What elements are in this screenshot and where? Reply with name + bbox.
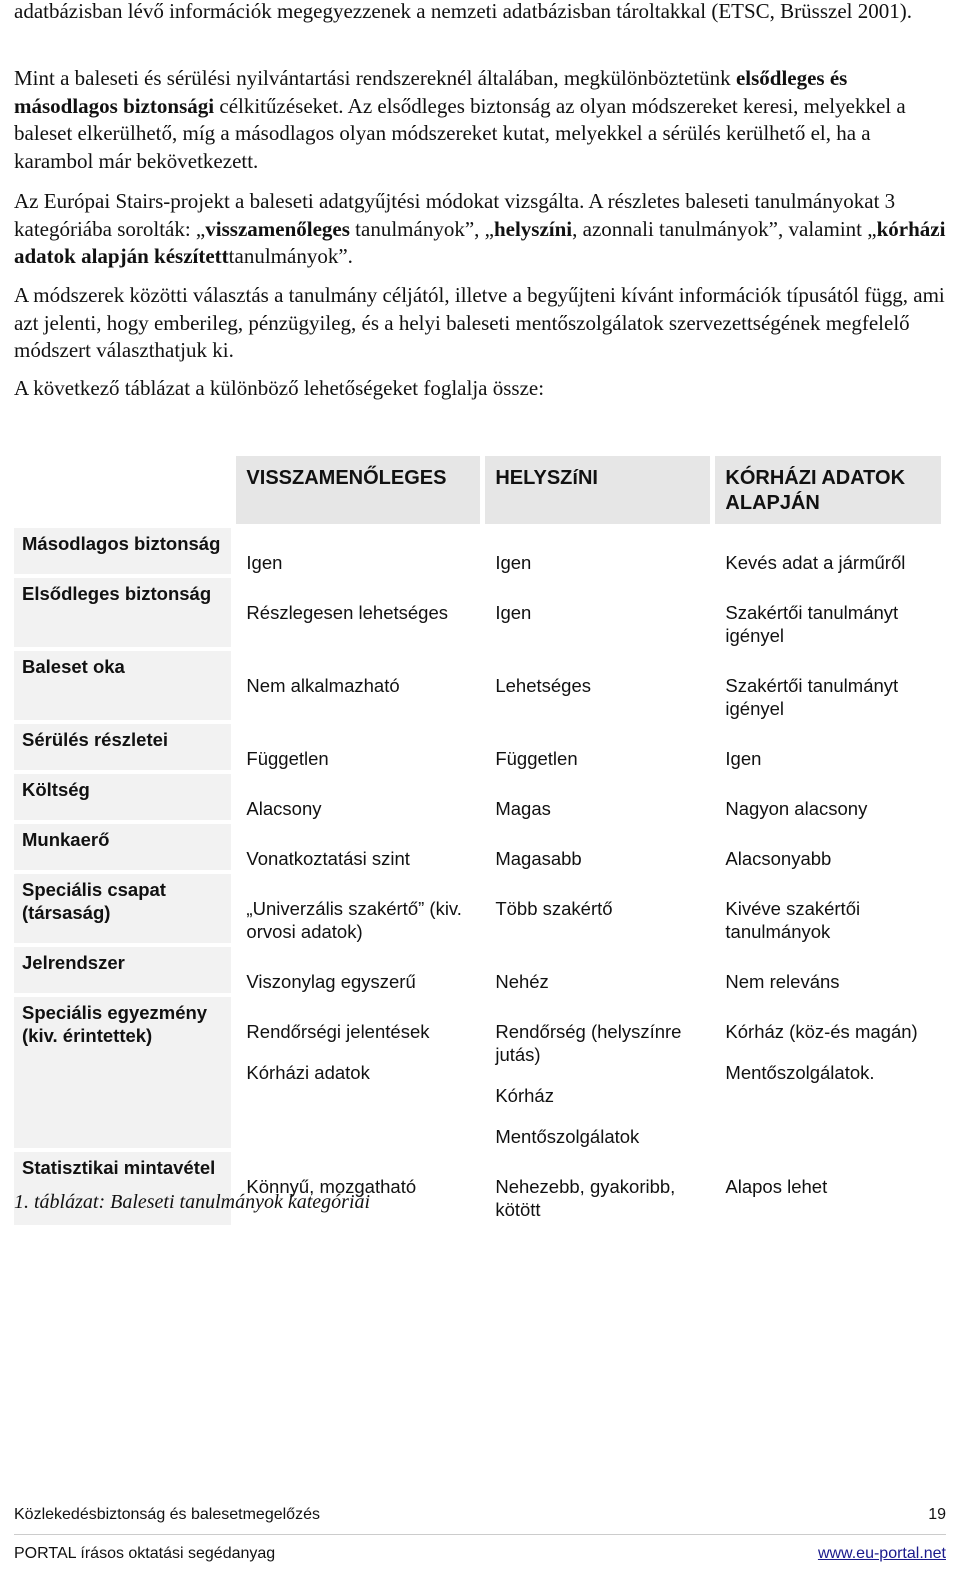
table-cell bbox=[715, 578, 941, 647]
table-cell bbox=[485, 774, 710, 820]
bold-term: elsődleges és másodlagos biztonsági bbox=[14, 66, 848, 118]
table-row bbox=[14, 1152, 941, 1225]
cell-text: Alacsony bbox=[246, 798, 322, 819]
table-body bbox=[14, 528, 941, 1225]
table-cell bbox=[485, 1152, 710, 1225]
table-row bbox=[14, 578, 941, 647]
bold-term: kórházi adatok alapján készített bbox=[14, 216, 946, 268]
row-header: Speciális egyezmény (kiv. érintettek) bbox=[14, 997, 231, 1148]
cell-text: Mentőszolgálatok bbox=[495, 1126, 640, 1147]
cell-text: Rendőrségi jelentések bbox=[246, 1021, 430, 1042]
text-run: , azonnali tanulmányok”, valamint „ bbox=[572, 216, 877, 241]
cell-text: Magas bbox=[495, 798, 551, 819]
footer-subtitle: PORTAL írásos oktatási segédanyag bbox=[14, 1545, 276, 1562]
table-row bbox=[14, 997, 941, 1148]
cell-text: Független bbox=[246, 748, 329, 769]
cell-text: Több szakértő bbox=[495, 898, 613, 919]
paragraph-stairs-project bbox=[14, 188, 946, 271]
cell-text: Részlegesen lehetséges bbox=[246, 602, 448, 623]
table-cell bbox=[715, 1152, 941, 1225]
bold-term: helyszíni bbox=[493, 216, 573, 241]
table-cell bbox=[485, 528, 710, 574]
cell-text: Lehetséges bbox=[495, 675, 591, 696]
cell-text: Kivéve szakértői tanulmányok bbox=[725, 898, 861, 942]
cell-text: Igen bbox=[495, 602, 532, 623]
cell-text: Kevés adat a járműről bbox=[725, 552, 906, 573]
table-cell bbox=[236, 824, 480, 870]
table-cell bbox=[485, 724, 710, 770]
table-cell bbox=[236, 724, 480, 770]
table-cell bbox=[236, 651, 480, 720]
table-cell bbox=[715, 774, 941, 820]
text-run: tanulmányok”, „ bbox=[349, 216, 494, 241]
table-cell bbox=[485, 997, 710, 1148]
footer-divider bbox=[14, 1534, 946, 1535]
table-cell bbox=[715, 874, 941, 943]
page-number: 19 bbox=[928, 1506, 946, 1523]
cell-text: Igen bbox=[246, 552, 283, 573]
table-cell bbox=[236, 997, 480, 1148]
row-header: Statisztikai mintavétel bbox=[14, 1152, 231, 1225]
paragraph-method-choice: A módszerek közötti választás a tanulmány céljától, illetve a begyűjteni kívánt információk típusától függ, ami azt jelenti, hogy emberileg, pénzügyileg, és a helyi baleseti mentőszolgálatok szervezettségének megfelelő módszert választhatjuk ki. bbox=[14, 283, 945, 362]
table-row bbox=[14, 774, 941, 820]
table-cell bbox=[715, 651, 941, 720]
row-header: Másodlagos biztonság bbox=[14, 528, 231, 574]
table-cell bbox=[485, 874, 710, 943]
table-caption: 1. táblázat: Baleseti tanulmányok kategóriái bbox=[14, 1191, 371, 1213]
row-header: Sérülés részletei bbox=[14, 724, 231, 770]
cell-text: Nem releváns bbox=[725, 971, 840, 992]
table-row bbox=[14, 724, 941, 770]
bold-term: visszamenőleges bbox=[205, 216, 350, 241]
column-header: HELYSZíNI bbox=[485, 456, 710, 524]
cell-text: Szakértői tanulmányt igényel bbox=[725, 675, 899, 719]
cell-text: Szakértői tanulmányt igényel bbox=[725, 602, 899, 646]
cell-text: Könnyű, mozgatható bbox=[246, 1176, 417, 1197]
table-row bbox=[14, 947, 941, 993]
table-cell bbox=[236, 947, 480, 993]
table-cell bbox=[715, 947, 941, 993]
row-header: Munkaerő bbox=[14, 824, 231, 870]
footer-line-2 bbox=[14, 1545, 946, 1563]
cell-text: Nem alkalmazható bbox=[246, 675, 400, 696]
paragraph-intro: adatbázisban lévő információk megegyezzenek a nemzeti adatbázisban tároltakkal (ETSC, Brüsszel 2001). bbox=[14, 0, 912, 23]
cell-text: Kórház (köz-és magán) bbox=[725, 1021, 918, 1042]
table-cell bbox=[236, 528, 480, 574]
footer-link[interactable]: www.eu-portal.net bbox=[817, 1545, 946, 1562]
cell-text: Rendőrség (helyszínre jutás) bbox=[495, 1021, 682, 1065]
table-header-row bbox=[14, 456, 941, 524]
accident-study-table bbox=[9, 452, 946, 1229]
footer-title: Közlekedésbiztonság és balesetmegelőzés bbox=[14, 1506, 320, 1523]
cell-text: Viszonylag egyszerű bbox=[246, 971, 416, 992]
cell-text: Nagyon alacsony bbox=[725, 798, 868, 819]
paragraph-table-intro: A következő táblázat a különböző lehetőségeket foglalja össze: bbox=[14, 376, 545, 400]
table-cell bbox=[236, 774, 480, 820]
row-header: Jelrendszer bbox=[14, 947, 231, 993]
table-cell bbox=[485, 824, 710, 870]
cell-text: Független bbox=[495, 748, 578, 769]
cell-text: Igen bbox=[495, 552, 532, 573]
text-run: célkitűzéseket. Az elsődleges biztonság az olyan módszereket keresi, melyekkel a baleset elkerülhető, míg a másodlagos olyan módszereket kutat, melyekkel a sérülés kerülhető el, ha a karambol már bekövetkezett. bbox=[14, 93, 906, 173]
table-cell bbox=[715, 824, 941, 870]
cell-text: Magasabb bbox=[495, 848, 582, 869]
paragraph-safety-goals bbox=[14, 65, 946, 175]
row-header: Baleset oka bbox=[14, 651, 231, 720]
cell-text: Kórházi adatok bbox=[246, 1062, 370, 1083]
table-cell bbox=[485, 651, 710, 720]
cell-text: „Univerzális szakértő” (kiv. orvosi adatok) bbox=[246, 898, 462, 942]
cell-text: Kórház bbox=[495, 1085, 554, 1106]
table-row bbox=[14, 874, 941, 943]
cell-text: Alapos lehet bbox=[725, 1176, 828, 1197]
text-run: tanulmányok”. bbox=[228, 244, 353, 268]
row-header: Elsődleges biztonság bbox=[14, 578, 231, 647]
table-row bbox=[14, 528, 941, 574]
footer-line-1 bbox=[14, 1506, 946, 1524]
table-cell bbox=[715, 997, 941, 1148]
cell-text: Alacsonyabb bbox=[725, 848, 832, 869]
row-header: Speciális csapat (társaság) bbox=[14, 874, 231, 943]
table-row bbox=[14, 824, 941, 870]
table-row bbox=[14, 651, 941, 720]
column-header: VISSZAMENŐLEGES bbox=[236, 456, 480, 524]
cell-text: Nehéz bbox=[495, 971, 549, 992]
table-cell bbox=[236, 578, 480, 647]
table-cell bbox=[236, 1152, 480, 1225]
row-header: Költség bbox=[14, 774, 231, 820]
table-cell bbox=[715, 528, 941, 574]
table-cell bbox=[485, 947, 710, 993]
table-cell bbox=[715, 724, 941, 770]
text-run: Az Európai Stairs-projekt a baleseti adatgyűjtési módokat vizsgálta. A részletes baleseti tanulmányokat 3 kategóriába sorolták: „ bbox=[14, 189, 896, 241]
cell-text: Mentőszolgálatok. bbox=[725, 1062, 875, 1083]
table-cell bbox=[236, 874, 480, 943]
cell-text: Igen bbox=[725, 748, 762, 769]
table-corner bbox=[14, 456, 231, 524]
text-run: Mint a baleseti és sérülési nyilvántartási rendszereknél általában, megkülönböztetünk bbox=[14, 66, 736, 90]
table-cell bbox=[485, 578, 710, 647]
cell-text: Vonatkoztatási szint bbox=[246, 848, 410, 869]
column-header: KÓRHÁZI ADATOK ALAPJÁN bbox=[715, 456, 941, 524]
cell-text: Nehezebb, gyakoribb, kötött bbox=[495, 1176, 676, 1220]
